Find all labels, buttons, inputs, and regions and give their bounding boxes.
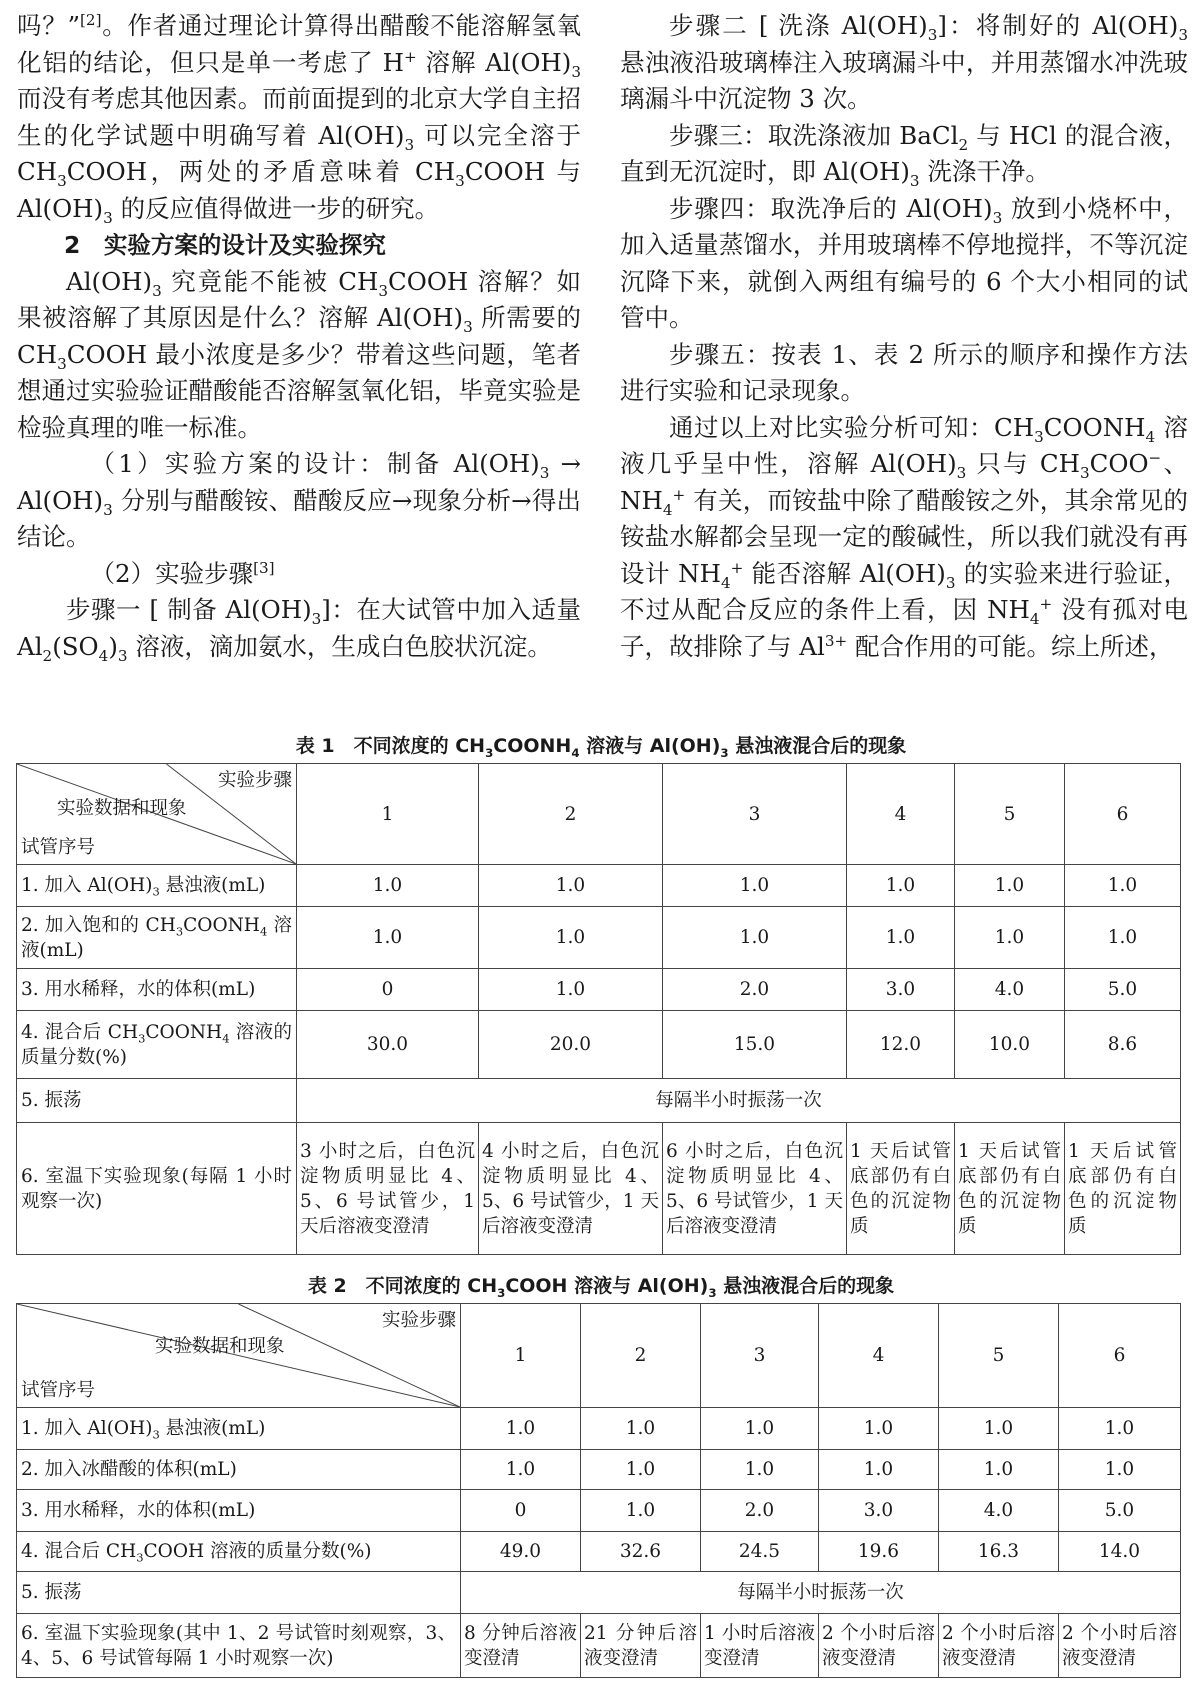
table-cell: 12.0 (847, 1011, 955, 1079)
table-cell: 1.0 (479, 969, 663, 1011)
corner-label-data: 实验数据和现象 (57, 798, 187, 819)
table-cell: 1.0 (297, 907, 479, 969)
table-cell: 1.0 (581, 1450, 701, 1490)
table-cell: 5.0 (1059, 1490, 1181, 1532)
table2-col-header: 2 (581, 1304, 701, 1408)
row-label: 3. 用水稀释，水的体积(mL) (17, 1490, 461, 1532)
table-cell: 1.0 (1059, 1450, 1181, 1490)
table-cell: 1.0 (955, 865, 1065, 907)
table1-col-header: 1 (297, 764, 479, 865)
table-cell: 1 天后试管底部仍有白色的沉淀物质 (955, 1123, 1065, 1255)
table-row (17, 1011, 1181, 1079)
table-cell: 1 小时后溶液变澄清 (701, 1614, 819, 1678)
table-cell: 4.0 (955, 969, 1065, 1011)
table2-col-header: 5 (939, 1304, 1059, 1408)
table-cell: 1.0 (701, 1408, 819, 1450)
table-cell: 8.6 (1065, 1011, 1181, 1079)
table-cell: 1 天后试管底部仍有白色的沉淀物质 (847, 1123, 955, 1255)
table-cell: 14.0 (1059, 1532, 1181, 1572)
table-row (17, 969, 1181, 1011)
paragraph-step2: 步骤二 [ 洗涤 $Al(OH)_3$]：将制好的 $Al(OH)_3$ 悬浊液沿玻璃棒注入玻璃漏斗中，并用蒸馏水冲洗玻璃漏斗中沉淀物 3 次。 (620, 11, 1188, 113)
table-row (17, 1614, 1181, 1678)
row-label: 5. 振荡 (17, 1572, 461, 1614)
table-cell: 1.0 (663, 865, 847, 907)
table-row (17, 1490, 1181, 1532)
table-cell: 32.6 (581, 1532, 701, 1572)
corner-label-tube: 试管序号 (21, 1380, 96, 1401)
table-row (17, 1532, 1181, 1572)
table2-col-header: 3 (701, 1304, 819, 1408)
row-label: 4. 混合后 $CH_3COONH_4$ 溶液的质量分数(%) (17, 1011, 297, 1079)
table-cell: 1.0 (479, 865, 663, 907)
table-cell: 1.0 (847, 907, 955, 969)
table-cell: 1.0 (297, 865, 479, 907)
table-cell: 1.0 (701, 1450, 819, 1490)
paragraph-step4: 步骤四：取洗净后的 $Al(OH)_3$ 放到小烧杯中，加入适量蒸馏水，并用玻璃棒不停地搅拌，不等沉淀沉降下来，就倒入两组有编号的 6 个大小相同的试管中。 (620, 193, 1188, 332)
table-cell: 1.0 (663, 907, 847, 969)
table-cell: 2 个小时后溶液变澄清 (819, 1614, 939, 1678)
paragraph-step5: 步骤五：按表 1、表 2 所示的顺序和操作方法进行实验和记录现象。 (620, 339, 1188, 405)
table-row (17, 1572, 1181, 1614)
table1 (16, 763, 1181, 1255)
table-row (17, 865, 1181, 907)
table2-caption: 表 2 不同浓度的 $CH_3COOH$ 溶液与 $Al(OH)_3$ 悬浊液混合后的现象 (307, 1275, 895, 1300)
table-cell: 16.3 (939, 1532, 1059, 1572)
table-cell-merged: 每隔半小时振荡一次 (297, 1079, 1181, 1123)
table-cell: 1.0 (939, 1408, 1059, 1450)
table-cell: 15.0 (663, 1011, 847, 1079)
table-cell: 4.0 (939, 1490, 1059, 1532)
table2 (16, 1303, 1181, 1678)
row-label: 2. 加入冰醋酸的体积(mL) (17, 1450, 461, 1490)
table1-col-header: 5 (955, 764, 1065, 865)
corner-label-step: 实验步骤 (381, 1310, 456, 1331)
table-cell: 1.0 (581, 1408, 701, 1450)
table-cell: 5.0 (1065, 969, 1181, 1011)
section-heading: 2 实验方案的设计及实验探究 (64, 231, 386, 259)
table-cell: 1.0 (1065, 865, 1181, 907)
table-cell: 30.0 (297, 1011, 479, 1079)
table-cell: 20.0 (479, 1011, 663, 1079)
table1-corner-cell (17, 764, 297, 865)
row-label: 4. 混合后 $CH_3COOH$ 溶液的质量分数(%) (17, 1532, 461, 1572)
table-cell: 1.0 (939, 1450, 1059, 1490)
table-cell: 1.0 (1065, 907, 1181, 969)
paragraph-intro: 吗？”[2]。作者通过理论计算得出醋酸不能溶解氢氧化铝的结论，但只是单一考虑了 H+ 溶解 $Al(OH)_3$ 而没有考虑其他因素。而前面提到的北京大学自主招生的化学试题中明确写着 $Al(OH)_3$ 可以完全溶于 $CH_3COOH$，两处的矛盾意味着 $CH_3COOH$ 与 $Al(OH)_3$ 的反应值得做进一步的研究。 (17, 10, 581, 227)
table2-col-header: 1 (461, 1304, 581, 1408)
table-cell: 1.0 (479, 907, 663, 969)
row-label: 6. 室温下实验现象(其中 1、2 号试管时刻观察，3、4、5、6 号试管每隔 1 小时观察一次) (17, 1614, 461, 1678)
paragraph-design: （1）实验方案的设计：制备 $Al(OH)_3 \to Al(OH)_3$ 分别与醋酸铵、醋酸反应→现象分析→得出结论。 (17, 449, 581, 551)
table-row (17, 1079, 1181, 1123)
table-cell: 24.5 (701, 1532, 819, 1572)
table1-col-header: 6 (1065, 764, 1181, 865)
table-cell: 21 分钟后溶液变澄清 (581, 1614, 701, 1678)
table-cell: 2.0 (701, 1490, 819, 1532)
table-cell: 2 个小时后溶液变澄清 (1059, 1614, 1181, 1678)
row-label: 5. 振荡 (17, 1079, 297, 1123)
table-cell: 19.6 (819, 1532, 939, 1572)
corner-label-tube: 试管序号 (21, 837, 96, 858)
table-cell: 1.0 (819, 1408, 939, 1450)
table-cell: 1.0 (819, 1450, 939, 1490)
table2-corner-cell (17, 1304, 461, 1408)
row-label: 1. 加入 $Al(OH)_3$ 悬浊液(mL) (17, 1408, 461, 1450)
row-label: 6. 室温下实验现象(每隔 1 小时观察一次) (17, 1123, 297, 1255)
table-cell: 3.0 (847, 969, 955, 1011)
table2-col-header: 6 (1059, 1304, 1181, 1408)
table-cell: 3 小时之后，白色沉淀物质明显比 4、5、6 号试管少，1 天后溶液变澄清 (297, 1123, 479, 1255)
table1-col-header: 3 (663, 764, 847, 865)
table-cell: 6 小时之后，白色沉淀物质明显比 4、5、6 号试管少，1 天后溶液变澄清 (663, 1123, 847, 1255)
paragraph-questions: $Al(OH)_3$ 究竟能不能被 $CH_3COOH$ 溶解？如果被溶解了其原因是什么？溶解 $Al(OH)_3$ 所需要的 $CH_3COOH$ 最小浓度是多少？带着这些问题，笔者想通过实验验证醋酸能否溶解氢氧化铝，毕竟实验是检验真理的唯一标准。 (17, 266, 581, 442)
table-row (17, 1123, 1181, 1255)
table-cell: 0 (297, 969, 479, 1011)
table2-col-header: 4 (819, 1304, 939, 1408)
table1-col-header: 4 (847, 764, 955, 865)
table-cell: 8 分钟后溶液变澄清 (461, 1614, 581, 1678)
right-column (620, 8, 1188, 665)
table-row (17, 1304, 1181, 1408)
table-cell: 10.0 (955, 1011, 1065, 1079)
table-row (17, 907, 1181, 969)
row-label: 3. 用水稀释，水的体积(mL) (17, 969, 297, 1011)
table-cell: 4 小时之后，白色沉淀物质明显比 4、5、6 号试管少，1 天后溶液变澄清 (479, 1123, 663, 1255)
paragraph-step1: 步骤一 [ 制备 $Al(OH)_3$]：在大试管中加入适量 $Al_2(SO_4)_3$ 溶液，滴加氨水，生成白色胶状沉淀。 (17, 595, 581, 665)
table-cell: 0 (461, 1490, 581, 1532)
paragraph-step3: 步骤三：取洗涤液加 BaCl$_2$ 与 HCl 的混合液，直到无沉淀时，即 $Al(OH)_3$ 洗涤干净。 (620, 120, 1189, 190)
table-cell: 2 个小时后溶液变澄清 (939, 1614, 1059, 1678)
paragraph-steps-heading: （2）实验步骤[3] (90, 558, 275, 588)
table-cell: 1.0 (1059, 1408, 1181, 1450)
table-cell: 1.0 (847, 865, 955, 907)
paragraph-analysis: 通过以上对比实验分析可知：$CH_3COONH_4$ 溶液几乎呈中性，溶解 $Al(OH)_3$ 只与 $CH_3COO^-$、$NH_4^+$ 有关，而铵盐中除了醋酸铵之外，其余常见的铵盐水解都会呈现一定的酸碱性，所以我们就没有再设计 $NH_4^+$ 能否溶解 $Al(OH)_3$ 的实验来进行验证，不过从配合反应的条件上看，因 $NH_4^+$ 没有孤对电子，故排除了与 $Al^{3+}$ 配合作用的可能。综上所述， (620, 412, 1189, 661)
table1-col-header: 2 (479, 764, 663, 865)
table-cell: 3.0 (819, 1490, 939, 1532)
corner-label-data: 实验数据和现象 (155, 1336, 285, 1357)
table-cell: 1 天后试管底部仍有白色的沉淀物质 (1065, 1123, 1181, 1255)
row-label: 1. 加入 $Al(OH)_3$ 悬浊液(mL) (17, 865, 297, 907)
table-row (17, 1408, 1181, 1450)
table-cell: 1.0 (581, 1490, 701, 1532)
left-column (17, 8, 581, 665)
table-cell: 1.0 (461, 1450, 581, 1490)
table1-caption: 表 1 不同浓度的 $CH_3COONH_4$ 溶液与 $Al(OH)_3$ 悬浊液混合后的现象 (295, 735, 907, 760)
table-cell: 49.0 (461, 1532, 581, 1572)
table-cell: 1.0 (461, 1408, 581, 1450)
corner-label-step: 实验步骤 (217, 770, 292, 791)
table-row (17, 1450, 1181, 1490)
table-cell: 2.0 (663, 969, 847, 1011)
table-cell: 1.0 (955, 907, 1065, 969)
row-label: 2. 加入饱和的 $CH_3COONH_4$ 溶液(mL) (17, 907, 297, 969)
table-cell-merged: 每隔半小时振荡一次 (461, 1572, 1181, 1614)
table-row (17, 764, 1181, 865)
